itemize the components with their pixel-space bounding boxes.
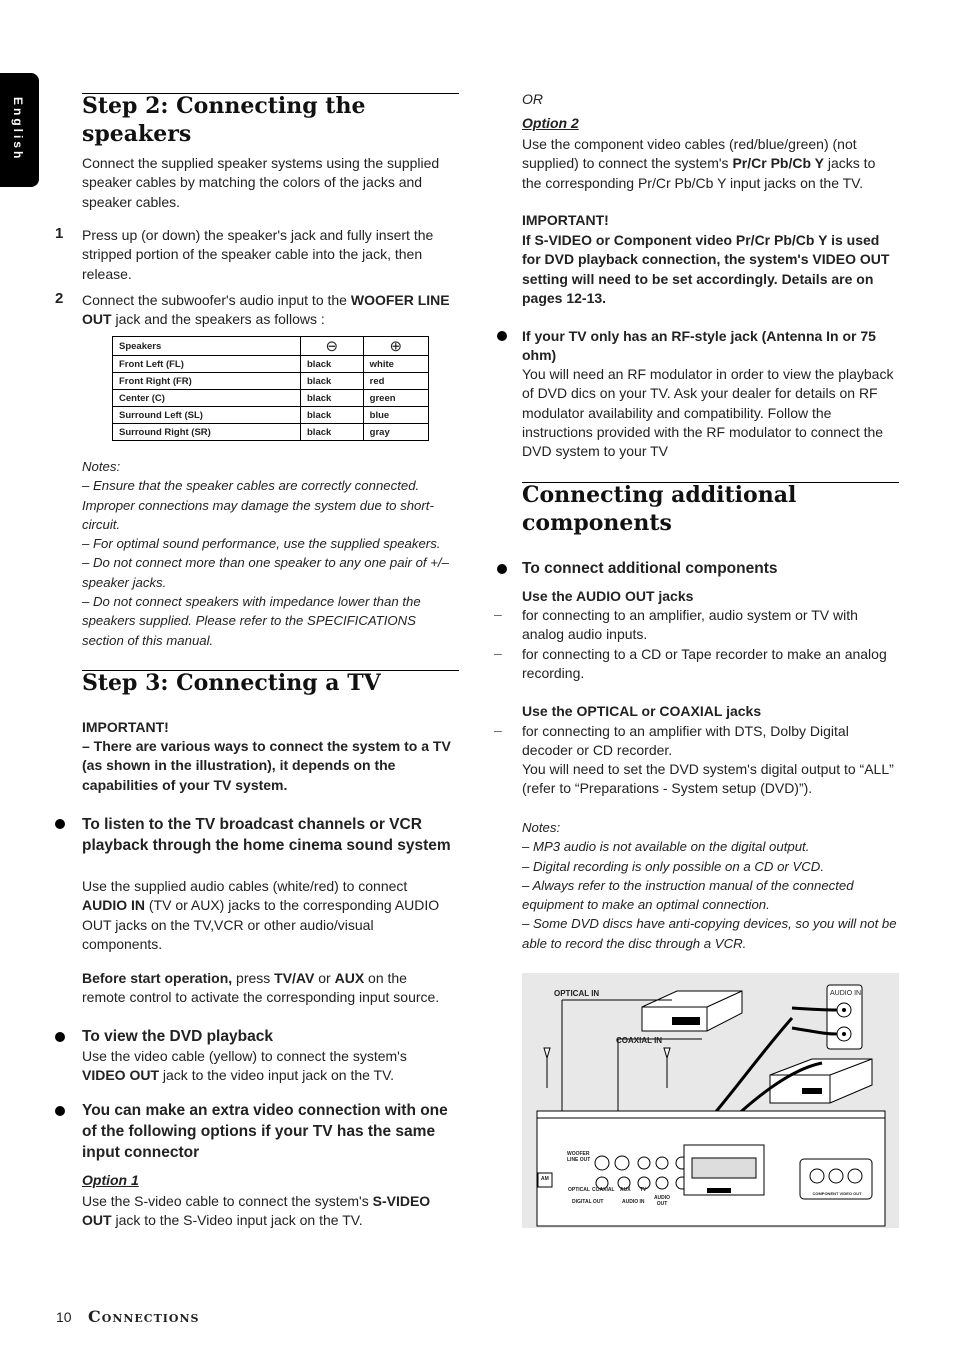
dash: – bbox=[494, 645, 502, 661]
notes-title: Notes: bbox=[522, 820, 561, 835]
b1-p2-e: AUX bbox=[334, 970, 365, 986]
minus-icon: ⊖ bbox=[301, 337, 364, 356]
item2-text-a: Connect the subwoofer's audio input to the bbox=[82, 292, 351, 308]
note: – MP3 audio is not available on the digital output. bbox=[522, 839, 810, 855]
language-tab-label: English bbox=[11, 97, 25, 162]
step2-intro: Connect the supplied speaker systems using the supplied speaker cables by matching the colors of the jacks and speaker cables. bbox=[82, 155, 440, 210]
opt1-text-c: jack to the S-Video input jack on the TV. bbox=[111, 1212, 363, 1229]
b3-title: You can make an extra video connection with one of the following options if your TV has the same input connector bbox=[82, 1102, 448, 1161]
optical-title: Use the OPTICAL or COAXIAL jacks bbox=[522, 703, 762, 719]
b1-text bbox=[82, 877, 454, 954]
connection-diagram bbox=[522, 973, 899, 1228]
step3-important-text: – There are various ways to connect the system to a TV (as shown in the illustration), it depends on the capabilities of your TV system. bbox=[82, 738, 451, 793]
table-cell: black bbox=[301, 424, 364, 441]
b1-text-b: AUDIO IN bbox=[82, 897, 145, 914]
opt1-text-a: Use the S-video cable to connect the system's bbox=[82, 1193, 373, 1209]
dash: – bbox=[494, 722, 502, 738]
b2-title: To view the DVD playback bbox=[82, 1028, 273, 1045]
audio-in-panel-label: AUDIO IN bbox=[622, 1199, 645, 1205]
optical-1: for connecting to an amplifier with DTS, Dolby Digital decoder or CD recorder. bbox=[522, 723, 849, 759]
table-cell: black bbox=[301, 373, 364, 390]
right-important-title: IMPORTANT! bbox=[522, 212, 609, 228]
opt1-text-b: S-VIDEO OUT bbox=[82, 1193, 431, 1229]
coaxial-in-label: COAXIAL IN bbox=[616, 1036, 663, 1045]
bullet-icon bbox=[497, 564, 507, 574]
speaker-table bbox=[112, 336, 429, 441]
b2-text-a: Use the video cable (yellow) to connect the system's bbox=[82, 1048, 407, 1064]
table-row bbox=[113, 356, 429, 373]
b2-text-b: VIDEO OUT bbox=[82, 1067, 160, 1084]
right-important-text: If S-VIDEO or Component video Pr/Cr Pb/Cb Y is used for DVD playback connection, the system's VIDEO OUT setting will need to be set accordingly. Details are on pages 12-13. bbox=[522, 232, 890, 306]
table-row bbox=[113, 390, 429, 407]
item2-text-c: jack and the speakers as follows : bbox=[111, 311, 325, 328]
table-cell: red bbox=[363, 373, 428, 390]
b1-text-a: Use the supplied audio cables (white/red) to connect bbox=[82, 878, 408, 894]
step2-title-line1: Step 2: Connecting the bbox=[82, 93, 366, 119]
opt1-text bbox=[82, 1192, 454, 1231]
b1-p2-f: on the remote control to activate the corresponding input source. bbox=[82, 970, 440, 1006]
b1-title: To listen to the TV broadcast channels or VCR playback through the home cinema sound system bbox=[82, 816, 451, 854]
audio-in-label: AUDIO IN bbox=[830, 990, 862, 997]
footer-section: Connections bbox=[88, 1307, 200, 1326]
step2-item1: Press up (or down) the speaker's jack and fully insert the stripped portion of the speaker cable into the jack, then release. bbox=[82, 227, 434, 282]
right-notes bbox=[522, 818, 898, 953]
optical-in-label: OPTICAL IN bbox=[554, 989, 600, 998]
add-bullet: To connect additional components bbox=[522, 560, 778, 577]
table-row bbox=[113, 373, 429, 390]
table-header-row bbox=[113, 337, 429, 356]
note: – Always refer to the instruction manual of the connected equipment to make an optimal connection. bbox=[522, 877, 854, 913]
step2-title bbox=[82, 92, 459, 148]
or-label: OR bbox=[522, 91, 543, 107]
b1-p2-c: TV/AV bbox=[274, 970, 315, 986]
table-cell: Front Right (FR) bbox=[113, 373, 301, 390]
rf-text: You will need an RF modulator in order to view the playback of DVD dics on your TV. Ask your dealer for details on RF modulator availability and compatibility. Follow the instructions provided with the RF modulator to connect the DVD system to your TV bbox=[522, 366, 894, 460]
page-number: 10 bbox=[56, 1309, 72, 1325]
opt1-title: Option 1 bbox=[82, 1172, 139, 1188]
b1-p2-d: or bbox=[314, 970, 335, 986]
note: – Digital recording is only possible on a CD or VCD. bbox=[522, 858, 824, 874]
step-number-2: 2 bbox=[55, 290, 64, 307]
audio-out-title: Use the AUDIO OUT jacks bbox=[522, 588, 694, 604]
b1-p2 bbox=[82, 969, 454, 1008]
step3-title: Step 3: Connecting a TV bbox=[82, 670, 381, 696]
table-cell: Front Left (FL) bbox=[113, 356, 301, 373]
bullet-icon bbox=[497, 331, 507, 341]
plus-icon: ⊕ bbox=[363, 337, 428, 356]
b1-p2-a: Before start operation, bbox=[82, 970, 233, 986]
add-title bbox=[522, 481, 899, 537]
am-label: AM bbox=[541, 1176, 549, 1182]
audio-out-1: for connecting to an amplifier, audio system or TV with analog audio inputs. bbox=[522, 607, 858, 643]
bullet-icon bbox=[55, 1106, 65, 1116]
item2-text-b: WOOFER LINE OUT bbox=[82, 292, 450, 328]
table-header-cell: Speakers bbox=[113, 337, 301, 356]
table-cell: green bbox=[363, 390, 428, 407]
table-cell: Surround Left (SL) bbox=[113, 407, 301, 424]
opt2-text bbox=[522, 135, 898, 193]
aux-label: AUX bbox=[620, 1187, 631, 1193]
rf-title: If your TV only has an RF-style jack (Antenna In or 75 ohm) bbox=[522, 328, 876, 364]
opt2-text-c: jacks to the corresponding Pr/Cr Pb/Cb Y input jacks on the TV. bbox=[522, 155, 876, 191]
optical-label: OPTICAL bbox=[568, 1187, 590, 1193]
note: – Do not connect more than one speaker to any one pair of +/– speaker jacks. bbox=[82, 555, 449, 590]
audio-out-label: AUDIO OUT bbox=[653, 1195, 671, 1207]
table-row bbox=[113, 424, 429, 441]
coaxial-label: COAXIAL bbox=[592, 1187, 615, 1193]
component-label: COMPONENT VIDEO OUT bbox=[812, 1191, 862, 1196]
digital-out-label: DIGITAL OUT bbox=[572, 1199, 604, 1205]
b2-text-c: jack to the video input jack on the TV. bbox=[159, 1067, 395, 1084]
table-cell: white bbox=[363, 356, 428, 373]
table-cell: black bbox=[301, 356, 364, 373]
step3-important-title: IMPORTANT! bbox=[82, 719, 169, 735]
opt2-text-b: Pr/Cr Pb/Cb Y bbox=[732, 155, 824, 172]
table-cell: Surround Right (SR) bbox=[113, 424, 301, 441]
b1-text-c: (TV or AUX) jacks to the corresponding AUDIO OUT jacks on the TV,VCR or other audio/visual components. bbox=[82, 897, 440, 952]
note: – For optimal sound performance, use the supplied speakers. bbox=[82, 536, 441, 552]
add-title-line1: Connecting additional bbox=[522, 482, 797, 508]
add-title-line2: components bbox=[522, 510, 672, 536]
opt2-title: Option 2 bbox=[522, 115, 579, 131]
b2-text bbox=[82, 1047, 454, 1086]
notes-title: Notes: bbox=[82, 459, 121, 474]
optical-2: You will need to set the DVD system's digital output to “ALL” (refer to “Preparations - System setup (DVD)”). bbox=[522, 761, 894, 797]
table-cell: black bbox=[301, 407, 364, 424]
opt2-text-a: Use the component video cables (red/blue/green) (not supplied) to connect the system's bbox=[522, 136, 857, 172]
step2-notes bbox=[82, 457, 457, 650]
language-tab bbox=[0, 73, 39, 187]
step2-title-line2: speakers bbox=[82, 121, 192, 147]
bullet-icon bbox=[55, 819, 65, 829]
table-cell: black bbox=[301, 390, 364, 407]
step-number-1: 1 bbox=[55, 225, 64, 242]
woofer-label: WOOFER LINE OUT bbox=[567, 1151, 591, 1163]
audio-out-2: for connecting to a CD or Tape recorder to make an analog recording. bbox=[522, 646, 887, 682]
note: – Do not connect speakers with impedance lower than the speakers supplied. Please refer to the SPECIFICATIONS section of this manual. bbox=[82, 594, 421, 648]
note: – Some DVD discs have anti-copying devices, so you will not be able to record the disc through a VCR. bbox=[522, 916, 897, 951]
tv-label: TV bbox=[640, 1187, 647, 1193]
dash: – bbox=[494, 606, 502, 622]
note: – Ensure that the speaker cables are correctly connected. Improper connections may damage the system due to short-circuit. bbox=[82, 478, 434, 532]
table-row bbox=[113, 407, 429, 424]
b1-p2-b: press bbox=[232, 970, 275, 986]
table-cell: Center (C) bbox=[113, 390, 301, 407]
table-cell: gray bbox=[363, 424, 428, 441]
bullet-icon bbox=[55, 1032, 65, 1042]
table-cell: blue bbox=[363, 407, 428, 424]
step2-item2 bbox=[82, 291, 454, 330]
